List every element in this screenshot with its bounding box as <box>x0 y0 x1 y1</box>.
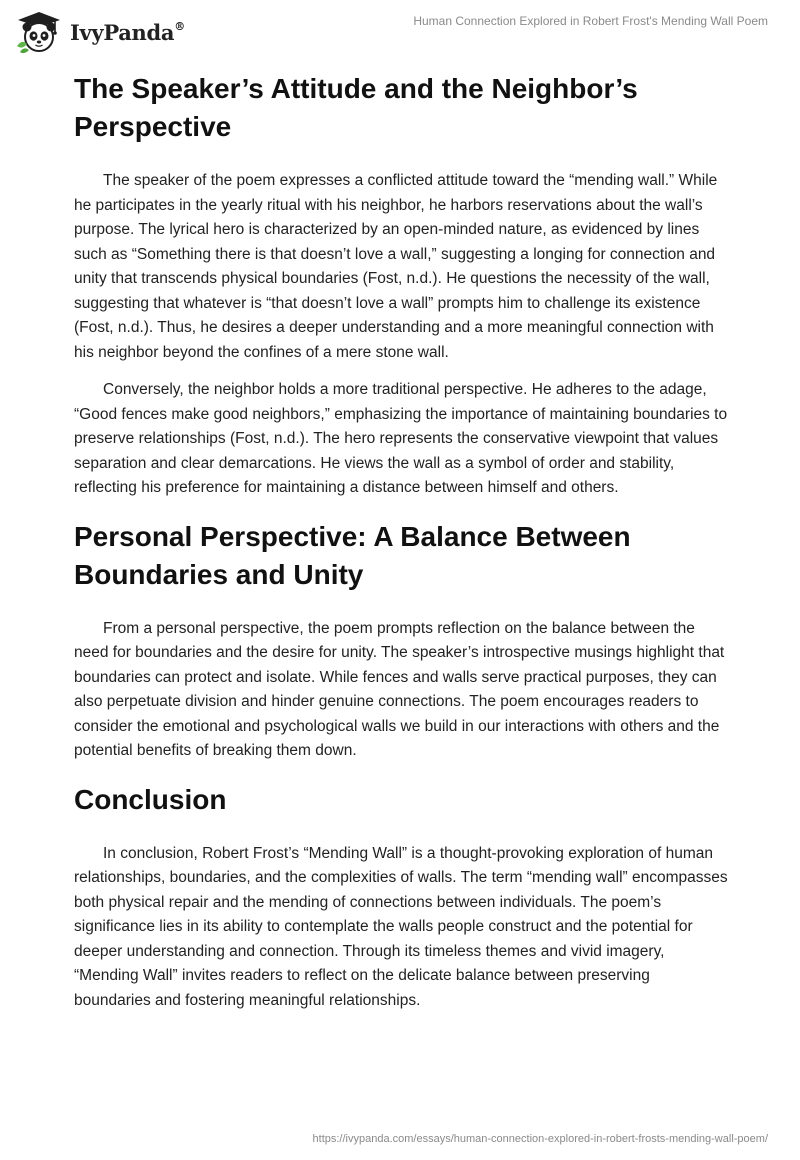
registered-mark: ® <box>174 19 185 33</box>
page-header <box>0 0 800 60</box>
ivypanda-logo[interactable] <box>14 10 204 54</box>
paragraph: The speaker of the poem expresses a conflicted attitude toward the “mending wall.” While he participates in the yearly ritual with his neighbor, he harbors reservations about the wall’s purpose. The lyrical hero is characterized by an open-minded nature, as evidenced by lines such as “Something there is that doesn’t love a wall,” suggesting a longing for connection and unity that transcends physical boundaries (Fost, n.d.). He questions the necessity of the wall, suggesting that whatever is “that doesn’t love a wall” prompts him to challenge its existence (Fost, n.d.). Thus, he desires a deeper understanding and a more meaningful connection with his neighbor beyond the confines of a mere stone wall. <box>74 172 718 361</box>
brand-name: IvyPanda <box>70 19 175 45</box>
document-title: Human Connection Explored in Robert Frost's Mending Wall Poem <box>413 14 768 28</box>
section-heading: Personal Perspective: A Balance Between Boundaries and Unity <box>74 520 631 590</box>
source-url[interactable]: https://ivypanda.com/essays/human-connection-explored-in-robert-frosts-mending-wall-poem/ <box>312 1133 768 1145</box>
section-heading: Conclusion <box>74 783 227 815</box>
section-personal-perspective <box>74 518 730 764</box>
paragraph: In conclusion, Robert Frost’s “Mending Wall” is a thought-provoking exploration of human relationships, boundaries, and the complexities of walls. The term “mending wall” encompasses both physical repair and the mending of connections between individuals. The poem’s significance lies in its ability to contemplate the walls people construct and the potential for deeper understanding and connection. Through its timeless themes and vivid imagery, “Mending Wall” invites readers to reflect on the delicate balance between preserving boundaries and fostering meaningful relationships. <box>74 844 728 1009</box>
section-speaker-attitude <box>74 70 730 501</box>
paragraph: Conversely, the neighbor holds a more traditional perspective. He adheres to the adage, “Good fences make good neighbors,” emphasizing the importance of maintaining boundaries to preserve relationships (Fost, n.d.). The hero represents the conservative viewpoint that values separation and clear demarcations. He views the wall as a symbol of order and stability, reflecting his preference for maintaining a distance between himself and others. <box>74 381 728 496</box>
section-conclusion <box>74 781 730 1014</box>
essay-body <box>74 70 730 1026</box>
paragraph: From a personal perspective, the poem prompts reflection on the balance between the need for boundaries and the desire for unity. The speaker’s introspective musings highlight that boundaries can protect and isolate. While fences and walls serve practical purposes, they can also perpetuate division and hinder genuine connections. The poem encourages readers to consider the emotional and psychological walls we build in our interactions with others and the potential benefits of breaking them down. <box>74 619 725 759</box>
logo-wordmark <box>70 20 185 45</box>
section-heading: The Speaker’s Attitude and the Neighbor’s Perspective <box>74 73 638 142</box>
panda-graduate-icon <box>14 10 64 54</box>
